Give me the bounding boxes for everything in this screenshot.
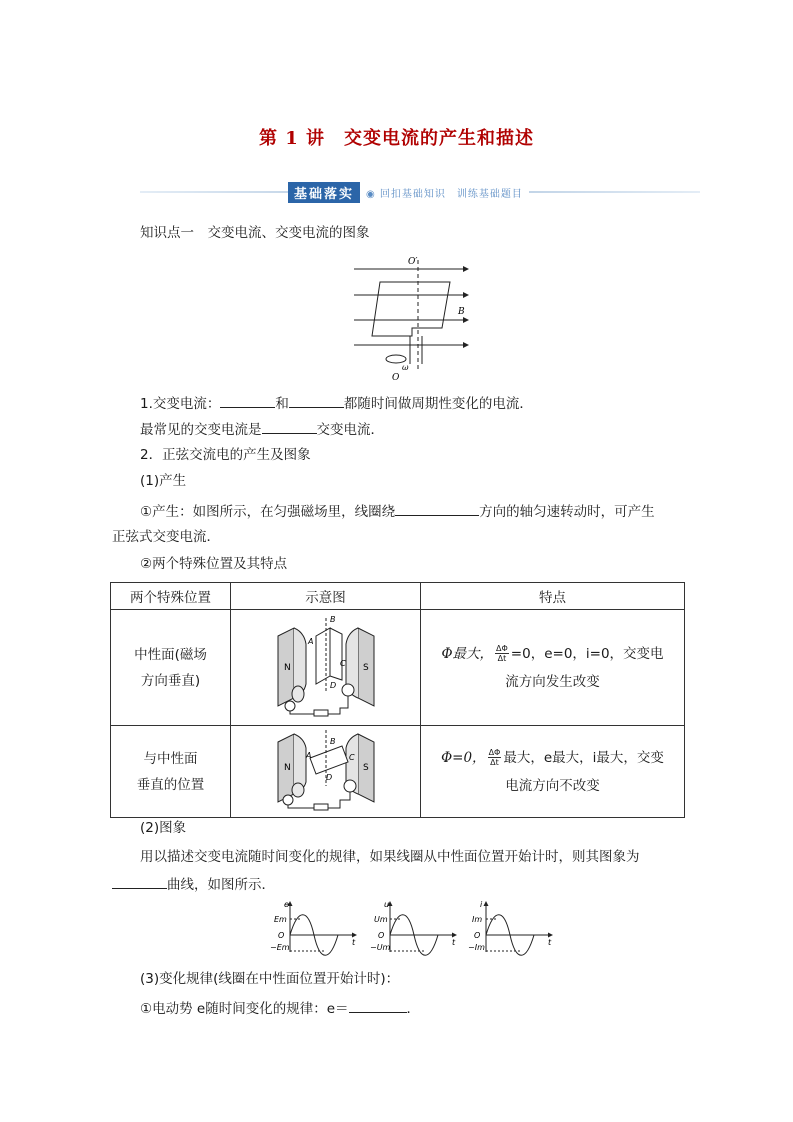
label-b: B	[329, 736, 335, 746]
sine-graphs	[270, 898, 560, 956]
row2-position: 与中性面 垂直的位置	[111, 726, 231, 818]
item-2-1a-cont: 正弦式交变电流．	[112, 529, 220, 545]
graph-e	[270, 900, 356, 955]
max-label: Um	[374, 915, 388, 924]
blank	[262, 419, 317, 434]
item-2-2: (2)图象	[140, 820, 187, 836]
page-title: 第 1 讲 交变电流的产生和描述	[258, 128, 535, 149]
coil-field-figure	[350, 252, 475, 384]
th-feature: 特点	[421, 583, 685, 610]
axis-label: e	[284, 900, 289, 909]
label-s: S	[362, 762, 369, 773]
item-2-2b: 曲线，如图所示．	[112, 874, 275, 894]
item-2-3a: ①电动势 e随时间变化的规律：e＝ ．	[140, 998, 420, 1018]
item-2: 2．正弦交流电的产生及图象	[140, 447, 311, 463]
label-b: B	[458, 307, 465, 317]
axis-label: i	[480, 900, 483, 909]
label-o: O	[392, 373, 400, 383]
origin-label: O	[378, 931, 385, 940]
label-d: D	[329, 680, 336, 690]
row1-feature: Φ最大， $\frac{\Delta\Phi}{\Delta t}$ =0，e=0，i=0，交变电 流方向发生改变	[421, 610, 685, 726]
graph-u	[370, 900, 456, 955]
row1-diagram	[231, 610, 421, 726]
item-1b: 最常见的交变电流是 交变电流．	[140, 419, 384, 439]
item-2-1a: ①产生：如图所示，在匀强磁场里，线圈绕 方向的轴匀速转动时，可产生	[140, 501, 655, 521]
label-n: N	[283, 762, 291, 773]
min-label: −Im	[468, 943, 485, 952]
label-c: C	[348, 752, 355, 762]
coil-side	[316, 628, 330, 684]
origin-label: O	[278, 931, 285, 940]
origin-label: O	[474, 931, 481, 940]
label-omega: ω	[402, 363, 409, 372]
banner-sub: ◉ 回扣基础知识 训练基础题目	[366, 188, 523, 200]
meter	[342, 684, 354, 696]
t-label: t	[352, 938, 356, 947]
min-label: −Um	[370, 943, 391, 952]
blank	[289, 393, 344, 408]
label-c: C	[339, 658, 346, 668]
section-banner	[140, 182, 700, 202]
blank	[112, 874, 167, 889]
coil-flat	[310, 746, 348, 774]
perpendicular-plane-figure	[270, 728, 382, 812]
resistor	[314, 710, 328, 716]
slip-ring	[292, 686, 304, 702]
meter	[285, 701, 295, 711]
banner-main: 基础落实	[288, 182, 360, 203]
label-a: A	[305, 750, 311, 760]
coil-side	[330, 628, 342, 680]
item-1: 1.交变电流： 和 都随时间做周期性变化的电流．	[140, 393, 533, 413]
blank	[349, 998, 407, 1013]
graph-i	[468, 900, 552, 955]
max-label: Em	[274, 915, 287, 924]
item-2-1: (1)产生	[140, 473, 187, 489]
section-heading: 知识点一 交变电流、交变电流的图象	[140, 225, 370, 241]
row2-diagram	[231, 726, 421, 818]
meter	[283, 795, 293, 805]
neutral-plane-figure	[270, 614, 382, 718]
min-label: −Em	[270, 943, 290, 952]
item-2-1b: ②两个特殊位置及其特点	[140, 556, 288, 572]
label-b: B	[329, 614, 335, 624]
coil	[372, 282, 450, 336]
axis-label: u	[384, 900, 390, 909]
row2-feature: Φ=0， $\frac{\Delta\Phi}{\Delta t}$ 最大，e最大，i最大，交变 电流方向不改变	[421, 726, 685, 818]
label-o-prime: O′	[408, 257, 418, 267]
label-a: A	[307, 636, 313, 646]
meter	[344, 780, 356, 792]
t-label: t	[452, 938, 456, 947]
banner-tag	[288, 182, 529, 202]
t-label: t	[548, 938, 552, 947]
label-d: D	[325, 772, 332, 782]
label-s: S	[362, 662, 369, 673]
row1-position: 中性面(磁场 方向垂直)	[111, 610, 231, 726]
label-n: N	[283, 662, 291, 673]
blank	[395, 501, 479, 516]
special-positions-table	[110, 582, 685, 818]
item-2-3: (3)变化规律(线圈在中性面位置开始计时)：	[140, 971, 400, 987]
resistor	[314, 804, 328, 810]
max-label: Im	[472, 915, 483, 924]
th-diagram: 示意图	[231, 583, 421, 610]
th-position: 两个特殊位置	[111, 583, 231, 610]
blank	[220, 393, 275, 408]
rotation-arrow	[386, 355, 406, 363]
item-2-2a: 用以描述交变电流随时间变化的规律，如果线圈从中性面位置开始计时，则其图象为	[140, 849, 640, 865]
slip-ring	[292, 783, 304, 797]
